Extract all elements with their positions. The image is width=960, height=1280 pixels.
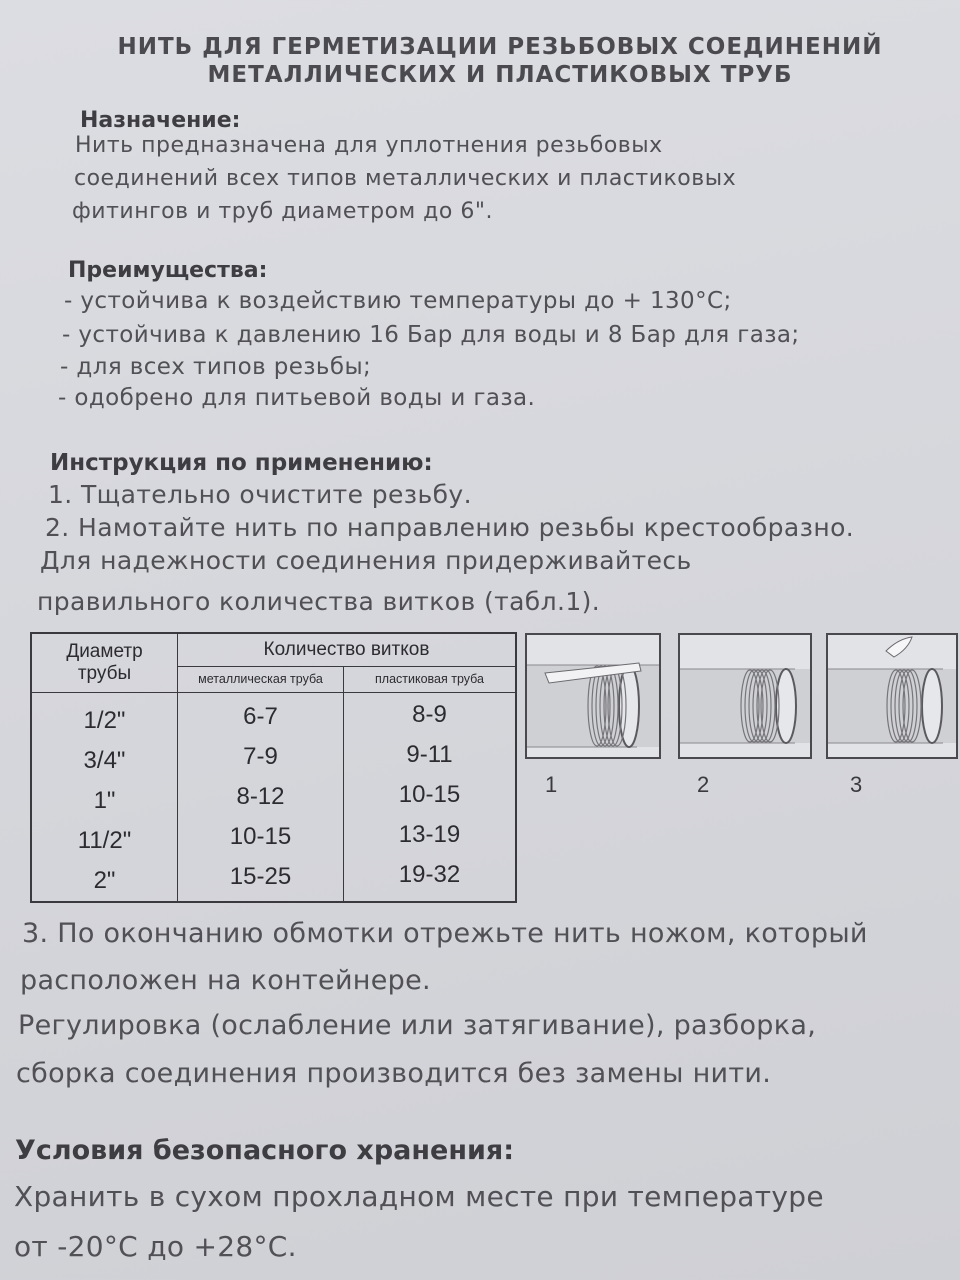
pipe-wound-icon <box>680 635 810 757</box>
metal-column <box>178 693 344 903</box>
advantage-item-2: - устойчива к давлению 16 Бар для воды и 8 Бар для газа; <box>62 322 800 348</box>
step3-line-3: Регулировка (ослабление или затягивание), разборка, <box>18 1010 817 1041</box>
diameter-header-line-2: трубы <box>77 663 132 684</box>
diameter-header-line-1: Диаметр <box>66 641 143 662</box>
pipe-winding-icon <box>527 635 659 757</box>
table-cell-diameter: 11/2" <box>77 827 132 854</box>
instruction-line-2: 2. Намотайте нить по направлению резьбы крестообразно. <box>45 513 855 542</box>
table-cell-plastic: 13-19 <box>398 821 461 848</box>
table-cell-metal: 15-25 <box>229 863 292 890</box>
advantage-item-1: - устойчива к воздействию температуры до + 130°С; <box>64 288 732 314</box>
instruction-line-4: правильного количества витков (табл.1). <box>37 587 601 616</box>
table-cell-plastic: 9-11 <box>406 741 453 768</box>
title-line-1: НИТЬ ДЛЯ ГЕРМЕТИЗАЦИИ РЕЗЬБОВЫХ СОЕДИНЕНИЙ <box>117 34 883 60</box>
table-cell-plastic: 19-32 <box>398 861 461 888</box>
figure-1-label: 1 <box>545 772 558 797</box>
advantage-item-3: - для всех типов резьбы; <box>60 354 372 380</box>
diameter-column <box>31 693 178 903</box>
figure-2-label: 2 <box>697 772 710 797</box>
purpose-line-2: соединений всех типов металлических и пластиковых <box>74 166 737 191</box>
table-cell-diameter: 1" <box>93 787 116 814</box>
title-line-2: МЕТАЛЛИЧЕСКИХ И ПЛАСТИКОВЫХ ТРУБ <box>207 62 793 88</box>
purpose-heading: Назначение: <box>80 108 241 133</box>
table-cell-diameter: 2" <box>93 867 116 894</box>
step3-line-2: расположен на контейнере. <box>20 965 431 996</box>
plastic-column <box>344 693 517 903</box>
table-cell-metal: 8-12 <box>236 783 285 810</box>
table-cell-diameter: 1/2" <box>83 707 126 734</box>
diameter-header <box>31 633 178 693</box>
advantages-heading: Преимущества: <box>68 258 268 283</box>
figure-1-winding-illustration <box>525 633 661 759</box>
plastic-pipe-header: пластиковая труба <box>344 666 517 692</box>
purpose-line-1: Нить предназначена для уплотнения резьбовых <box>75 133 663 158</box>
figure-3-label: 3 <box>850 772 863 797</box>
purpose-line-3: фитингов и труб диаметром до 6". <box>72 199 493 224</box>
instruction-line-1: 1. Тщательно очистите резьбу. <box>48 480 472 509</box>
step3-line-4: сборка соединения производится без замены нити. <box>16 1058 772 1089</box>
figure-3-cut-illustration <box>826 633 958 759</box>
advantage-item-4: - одобрено для питьевой воды и газа. <box>58 385 536 411</box>
table-cell-plastic: 10-15 <box>398 781 461 808</box>
figure-2-wound-illustration <box>678 633 812 759</box>
instructions-heading: Инструкция по применению: <box>50 450 433 476</box>
table-cell-plastic: 8-9 <box>412 701 447 728</box>
turns-group-header: Количество витков <box>178 633 517 666</box>
table-cell-metal: 6-7 <box>243 703 278 730</box>
metal-pipe-header: металлическая труба <box>178 666 344 692</box>
pipe-cut-icon <box>828 635 956 757</box>
storage-line-1: Хранить в сухом прохладном месте при температуре <box>14 1180 824 1213</box>
table-cell-diameter: 3/4" <box>83 747 126 774</box>
instruction-line-3: Для надежности соединения придерживайтесь <box>40 546 692 575</box>
table-cell-metal: 10-15 <box>229 823 292 850</box>
storage-heading: Условия безопасного хранения: <box>15 1135 515 1166</box>
step3-line-1: 3. По окончанию обмотки отрежьте нить ножом, который <box>22 918 868 949</box>
storage-line-2: от -20°С до +28°С. <box>14 1230 297 1263</box>
turns-table <box>30 632 517 903</box>
table-cell-metal: 7-9 <box>243 743 278 770</box>
